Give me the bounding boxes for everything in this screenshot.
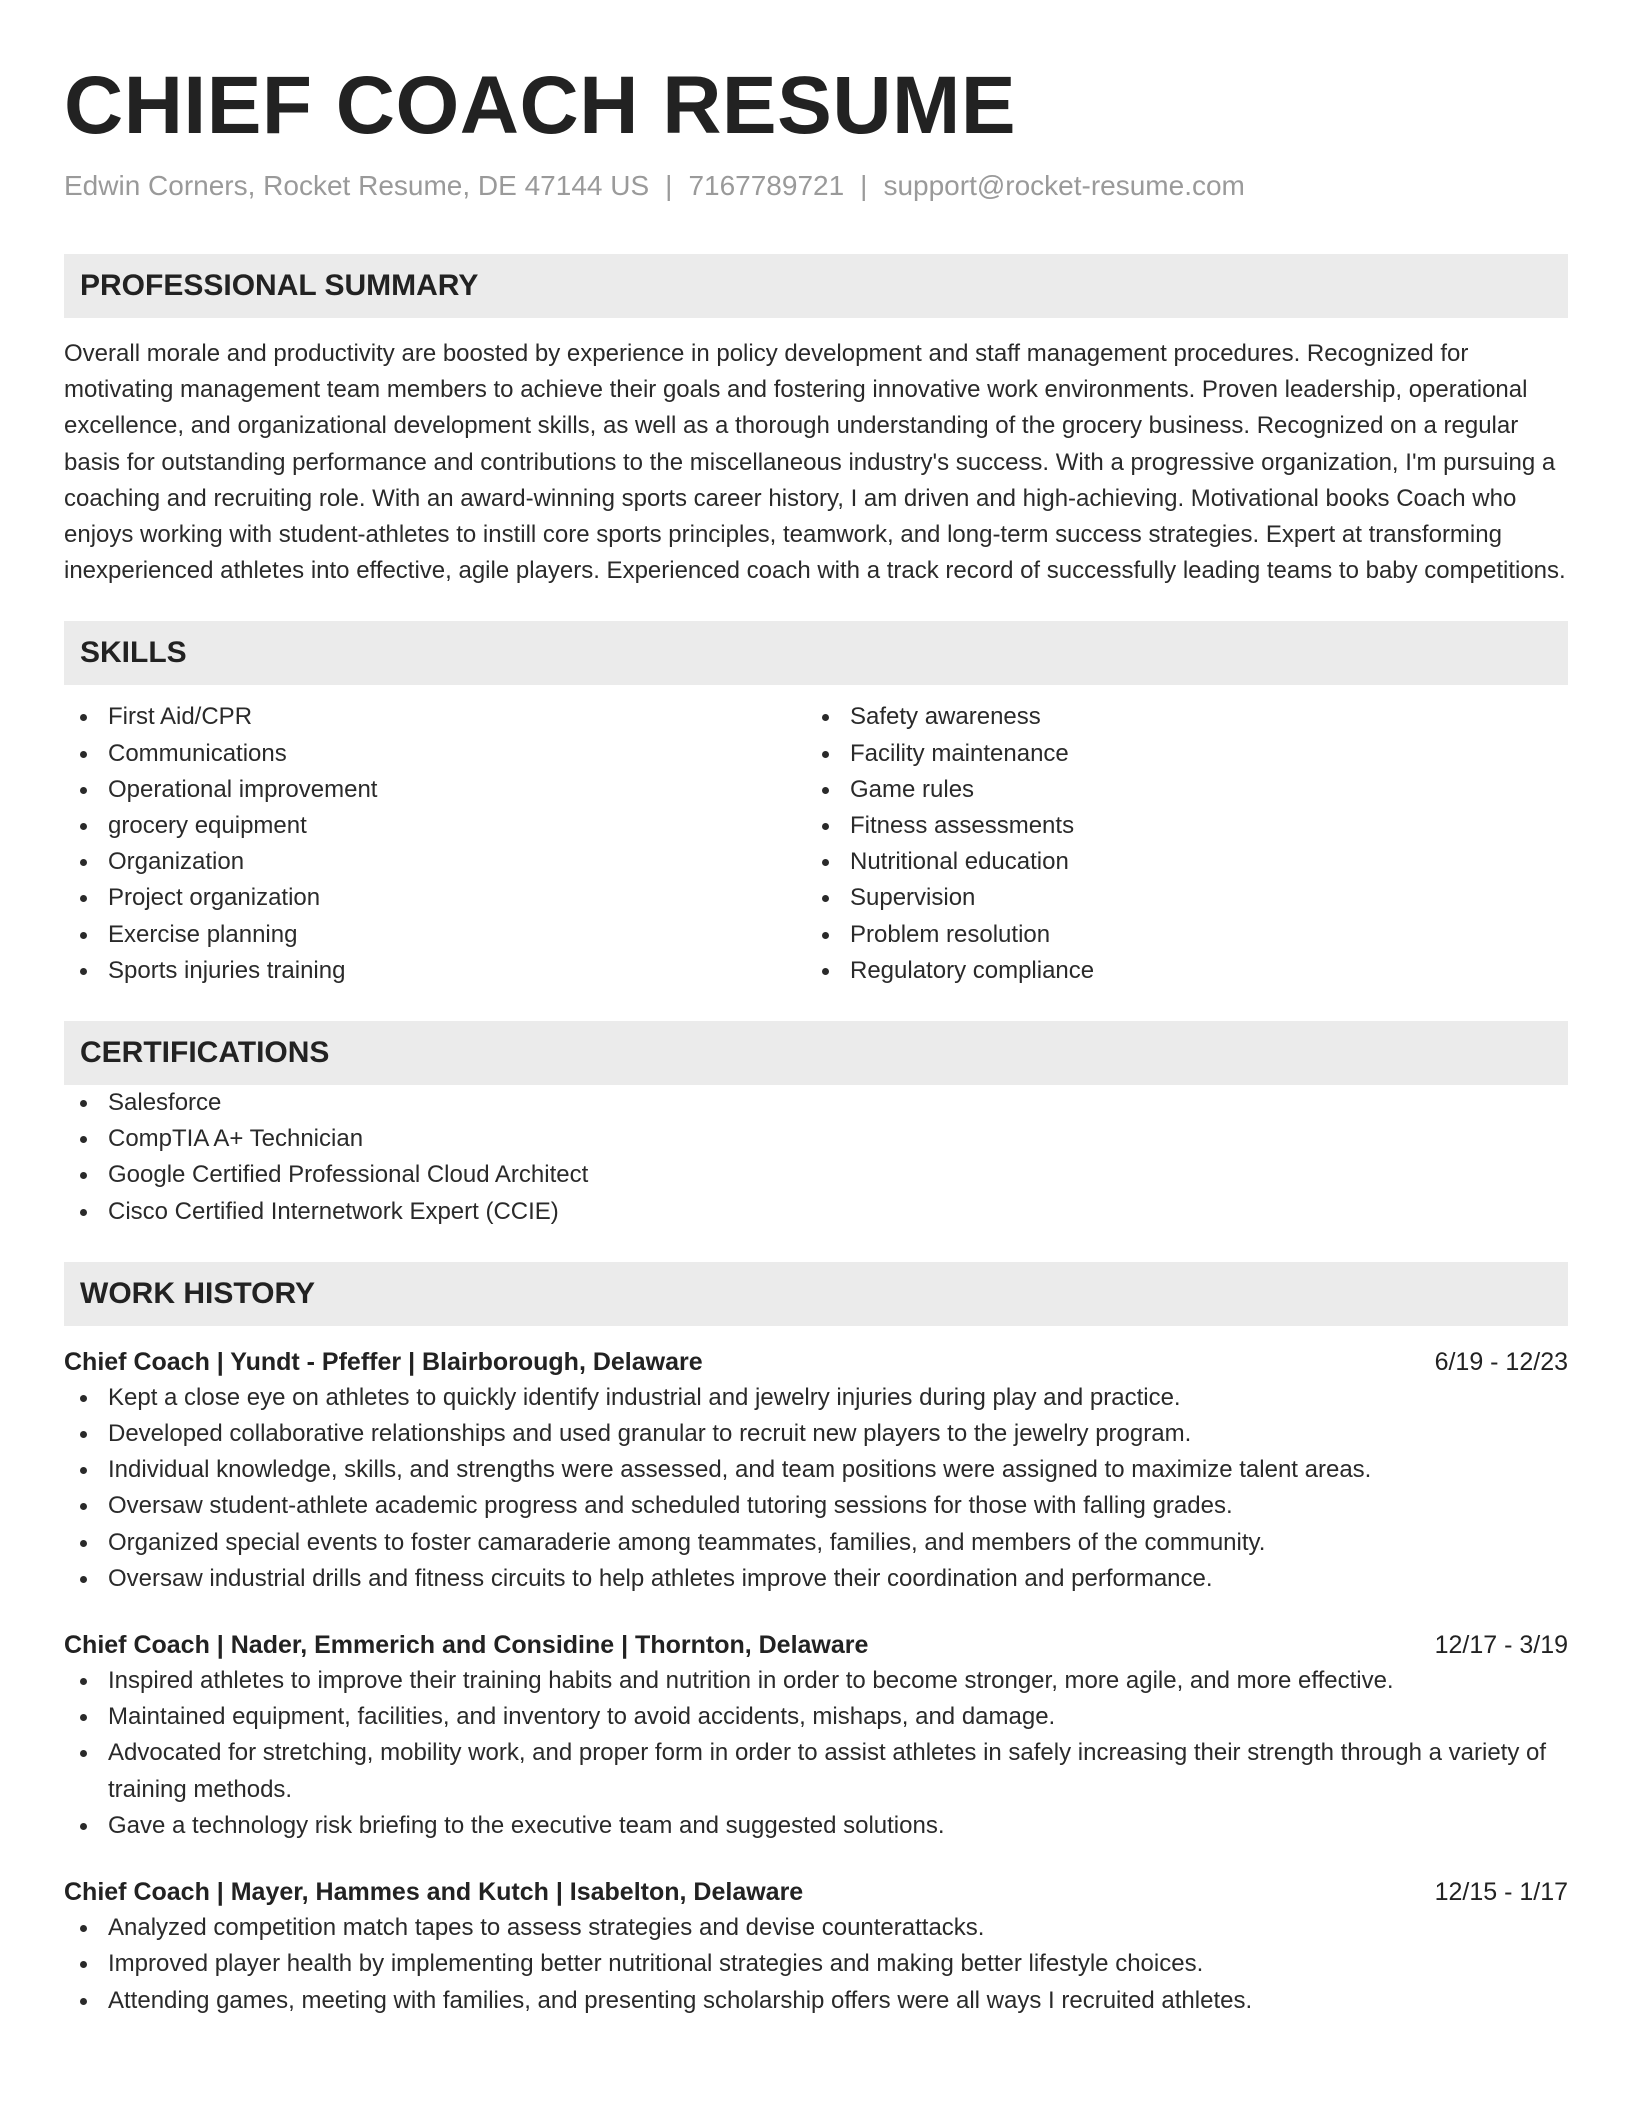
skill-item: Game rules <box>806 772 1548 808</box>
skill-item: Communications <box>64 736 806 772</box>
job-duties-list <box>64 1663 1568 1844</box>
job-header <box>64 1344 1568 1380</box>
job-duty: Improved player health by implementing better nutritional strategies and making better lifestyle choices. <box>64 1946 1568 1982</box>
certification-item: CompTIA A+ Technician <box>64 1121 1568 1157</box>
job-entry <box>64 1874 1568 2019</box>
skill-item: grocery equipment <box>64 808 806 844</box>
skill-item: First Aid/CPR <box>64 699 806 735</box>
job-duty: Gave a technology risk briefing to the executive team and suggested solutions. <box>64 1808 1568 1844</box>
job-duty: Attending games, meeting with families, and presenting scholarship offers were all ways I recruited athletes. <box>64 1983 1568 2019</box>
skills-columns <box>64 699 1568 989</box>
job-header <box>64 1627 1568 1663</box>
job-title: Chief Coach | Yundt - Pfeffer | Blairborough, Delaware <box>64 1347 703 1376</box>
certification-item: Cisco Certified Internetwork Expert (CCIE) <box>64 1194 1568 1230</box>
job-dates: 12/15 - 1/17 <box>1434 1878 1568 1907</box>
job-duty: Analyzed competition match tapes to assess strategies and devise counterattacks. <box>64 1910 1568 1946</box>
job-dates: 6/19 - 12/23 <box>1434 1347 1568 1376</box>
job-duty: Oversaw student-athlete academic progress and scheduled tutoring sessions for those with falling grades. <box>64 1488 1568 1524</box>
job-duty: Kept a close eye on athletes to quickly identify industrial and jewelry injuries during play and practice. <box>64 1380 1568 1416</box>
skill-item: Supervision <box>806 880 1548 916</box>
skill-item: Organization <box>64 844 806 880</box>
skill-item: Sports injuries training <box>64 953 806 989</box>
job-duties-list <box>64 1380 1568 1597</box>
skill-item: Nutritional education <box>806 844 1548 880</box>
certifications-list <box>64 1085 1568 1230</box>
contact-separator: | <box>860 170 868 201</box>
contact-phone: 7167789721 <box>688 170 845 201</box>
job-title: Chief Coach | Mayer, Hammes and Kutch | Isabelton, Delaware <box>64 1878 804 1907</box>
job-duty: Organized special events to foster camaraderie among teammates, families, and members of the community. <box>64 1525 1568 1561</box>
job-duty: Inspired athletes to improve their training habits and nutrition in order to become stronger, more agile, and more effective. <box>64 1663 1568 1699</box>
section-header-certifications: CERTIFICATIONS <box>64 1021 1568 1085</box>
summary-paragraph: Overall morale and productivity are boosted by experience in policy development and staff management procedures. Recognized for motivating management team members to achieve their goals and fostering innovative work environments. Proven leadership, operational excellence, and organizational development skills, as well as a thorough understanding of the grocery business. Recognized on a regular basis for outstanding performance and contributions to the miscellaneous industry's success. With a progressive organization, I'm pursuing a coaching and recruiting role. With an award-winning sports career history, I am driven and high-achieving. Motivational books Coach who enjoys working with student-athletes to instill core sports principles, teamwork, and long-term success strategies. Expert at transforming inexperienced athletes into effective, agile players. Experienced coach with a track record of successfully leading teams to baby competitions. <box>64 340 1566 585</box>
skill-item: Operational improvement <box>64 772 806 808</box>
contact-email: support@rocket-resume.com <box>883 170 1245 201</box>
job-duty: Maintained equipment, facilities, and inventory to avoid accidents, mishaps, and damage. <box>64 1699 1568 1735</box>
contact-separator: | <box>665 170 673 201</box>
skill-item: Fitness assessments <box>806 808 1548 844</box>
section-header-skills: SKILLS <box>64 621 1568 685</box>
job-duty: Individual knowledge, skills, and strengths were assessed, and team positions were assigned to maximize talent areas. <box>64 1452 1568 1488</box>
resume-title: CHIEF COACH RESUME <box>64 60 1017 151</box>
job-dates: 12/17 - 3/19 <box>1434 1631 1568 1660</box>
job-title: Chief Coach | Nader, Emmerich and Considine | Thornton, Delaware <box>64 1631 869 1660</box>
job-entry <box>64 1627 1568 1844</box>
skills-column-left <box>64 699 806 989</box>
skills-list-right <box>806 699 1548 989</box>
job-entry <box>64 1344 1568 1597</box>
skill-item: Safety awareness <box>806 699 1548 735</box>
skills-column-right <box>806 699 1548 989</box>
job-header <box>64 1874 1568 1910</box>
contact-line <box>64 168 1568 204</box>
job-duty: Developed collaborative relationships and used granular to recruit new players to the jewelry program. <box>64 1416 1568 1452</box>
section-header-summary: PROFESSIONAL SUMMARY <box>64 254 1568 318</box>
skill-item: Problem resolution <box>806 917 1548 953</box>
skill-item: Facility maintenance <box>806 736 1548 772</box>
certification-item: Salesforce <box>64 1085 1568 1121</box>
section-header-work-history: WORK HISTORY <box>64 1262 1568 1326</box>
job-duties-list <box>64 1910 1568 2019</box>
skill-item: Regulatory compliance <box>806 953 1548 989</box>
skill-item: Exercise planning <box>64 917 806 953</box>
job-duty: Oversaw industrial drills and fitness circuits to help athletes improve their coordination and performance. <box>64 1561 1568 1597</box>
contact-address: Edwin Corners, Rocket Resume, DE 47144 US <box>64 170 650 201</box>
job-duty: Advocated for stretching, mobility work, and proper form in order to assist athletes in safely increasing their strength through a variety of training methods. <box>64 1735 1568 1807</box>
certification-item: Google Certified Professional Cloud Architect <box>64 1157 1568 1193</box>
skills-list-left <box>64 699 806 989</box>
skill-item: Project organization <box>64 880 806 916</box>
